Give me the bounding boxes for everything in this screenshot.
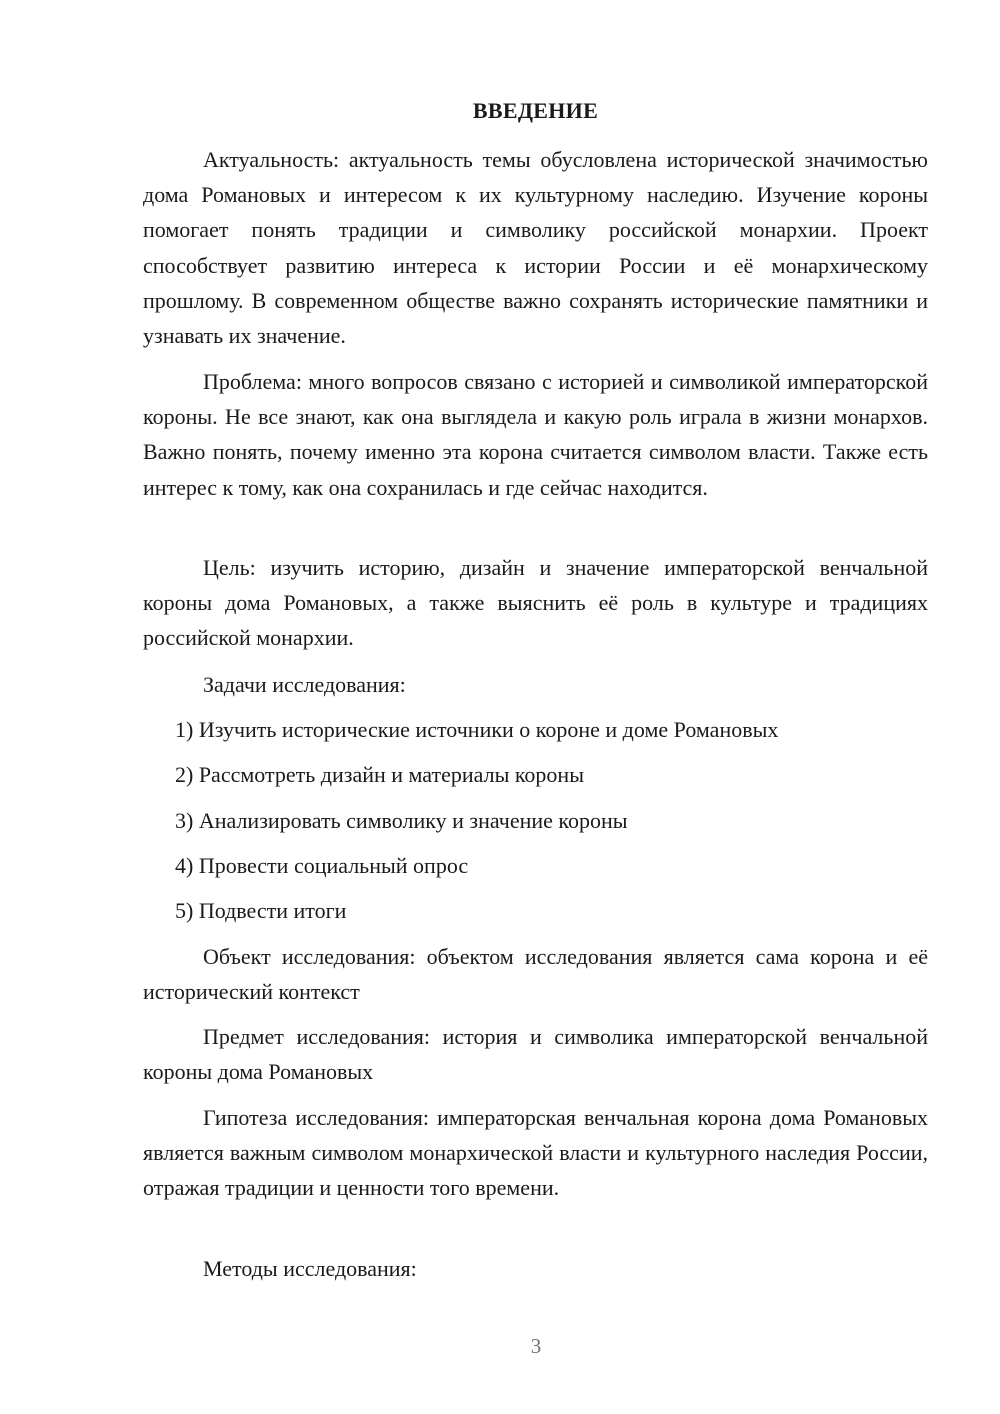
methods-heading: Методы исследования: [203, 1256, 417, 1281]
object-paragraph: Объект исследования: объектом исследования является сама корона и её исторический контекст [143, 944, 928, 1005]
relevance-paragraph: Актуальность: актуальность темы обусловлена исторической значимостью дома Романовых и интересом к их культурному наследию. Изучение короны помогает понять традиции и символику российской монархии. Проект способствует развитию интереса к истории России и её монархическому прошлому. В современном обществе важно сохранять исторические памятники и узнавать их значение. [143, 147, 928, 349]
problem-paragraph: Проблема: много вопросов связано с историей и символикой императорской короны. Не все знают, как она выглядела и какую роль играла в жизни монархов. Важно понять, почему именно эта корона считается символом власти. Также есть интерес к тому, как она сохранилась и где сейчас находится. [143, 369, 928, 500]
page-number: 3 [530, 1334, 542, 1358]
task-item: 5) Подвести итоги [175, 898, 347, 923]
task-item: 2) Рассмотреть дизайн и материалы короны [175, 762, 584, 787]
subject-paragraph: Предмет исследования: история и символика императорской венчальной короны дома Романовых [143, 1024, 928, 1085]
tasks-heading: Задачи исследования: [203, 672, 406, 697]
goal-paragraph: Цель: изучить историю, дизайн и значение императорской венчальной короны дома Романовых, а также выяснить её роль в культуре и традициях российской монархии. [143, 555, 928, 651]
task-item: 3) Анализировать символику и значение короны [175, 808, 628, 833]
hypothesis-paragraph: Гипотеза исследования: императорская венчальная корона дома Романовых является важным символом монархической власти и культурного наследия России, отражая традиции и ценности того времени. [143, 1105, 928, 1201]
task-item: 4) Провести социальный опрос [175, 853, 469, 878]
task-item: 1) Изучить исторические источники о короне и доме Романовых [175, 717, 779, 742]
page-title: ВВЕДЕНИЕ [472, 98, 599, 123]
